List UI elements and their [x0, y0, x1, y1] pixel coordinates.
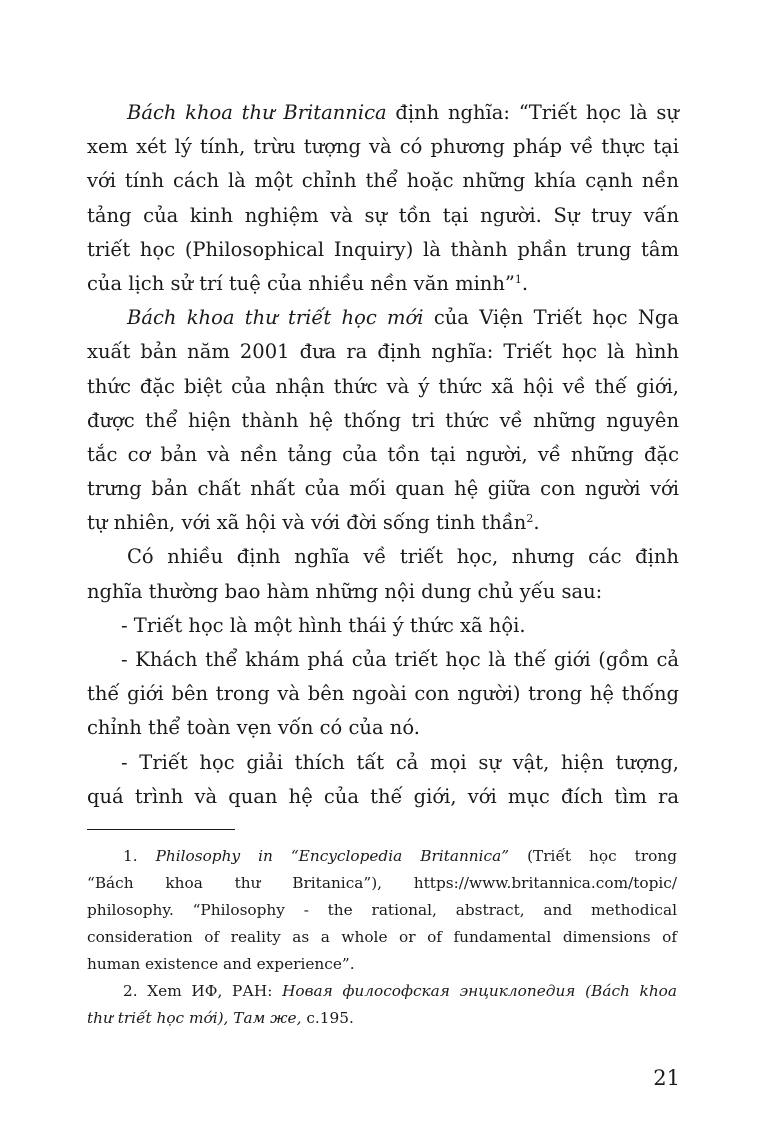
italic-text: Bách khoa thư triết học mới: [127, 306, 424, 330]
text-run: .: [521, 271, 529, 295]
text-run: “Bách khoa thư Britanica”), https://www.britannica.com/topic/: [87, 874, 677, 892]
footnote-line: [87, 924, 677, 951]
text-run: 2. Xem ИФ, РАН:: [123, 982, 283, 1000]
body-line: [87, 438, 679, 472]
text-run: triết học (Philosophical Inquiry) là thành phần trung tâm: [87, 237, 679, 261]
body-line: [87, 506, 679, 540]
text-run: - Triết học giải thích tất cả mọi sự vật, hiện tượng,: [121, 750, 679, 774]
body-line: [87, 609, 679, 643]
text-run: của lịch sử trí tuệ của nhiều nền văn minh”: [87, 271, 515, 295]
text-run: philosophy. “Philosophy - the rational, abstract, and methodical: [87, 901, 677, 919]
body-line: [87, 267, 679, 301]
text-run: Có nhiều định nghĩa về triết học, nhưng các định: [127, 545, 679, 569]
footnote-line: [87, 951, 677, 978]
italic-text: thư triết học mới), Там же,: [87, 1009, 302, 1027]
text-run: human existence and experience”.: [87, 955, 355, 973]
footnote-marker: 1: [514, 272, 522, 286]
body-line: [87, 746, 679, 780]
body-line: [87, 540, 679, 574]
body-line: [87, 199, 679, 233]
body-line: [87, 575, 679, 609]
text-run: - Triết học là một hình thái ý thức xã hội.: [121, 613, 526, 637]
page-number: 21: [653, 1066, 680, 1090]
text-run: với tính cách là một chỉnh thể hoặc những khía cạnh nền: [87, 169, 679, 193]
text-run: xuất bản năm 2001 đưa ra định nghĩa: Triết học là hình: [87, 340, 679, 364]
text-run: trưng bản chất nhất của mối quan hệ giữa con người với: [87, 477, 679, 501]
text-run: - Khách thể khám phá của triết học là thế giới (gồm cả: [121, 648, 679, 671]
italic-text: Bách khoa thư Britannica: [127, 101, 387, 124]
footnote-marker: 2: [526, 512, 534, 526]
text-run: 1.: [123, 847, 156, 865]
body-line: [87, 164, 679, 198]
italic-text: Philosophy in “Encyclopedia Britannica”: [155, 847, 510, 865]
footnote-line: [87, 978, 677, 1005]
body-line: [87, 711, 679, 745]
text-run: chỉnh thể toàn vẹn vốn có của nó.: [87, 716, 420, 740]
footnote-separator: [87, 829, 235, 830]
text-run: định nghĩa: “Triết học là sự: [386, 101, 679, 124]
footnote-line: [87, 843, 677, 870]
footnotes: [87, 843, 677, 1032]
body-line: [87, 301, 679, 335]
body-line: [87, 96, 679, 130]
text-run: xem xét lý tính, trừu tượng và có phương pháp về thực tại: [87, 135, 679, 159]
text-run: c.195.: [301, 1009, 354, 1027]
text-run: tắc cơ bản và nền tảng của tồn tại người, về những đặc: [87, 442, 679, 466]
body-line: [87, 370, 679, 404]
footnote-line: [87, 870, 677, 897]
text-run: consideration of reality as a whole or of fundamental dimensions of: [87, 928, 677, 946]
footnote-line: [87, 1005, 677, 1032]
body-line: [87, 335, 679, 369]
text-run: thức đặc biệt của nhận thức và ý thức xã hội về thế giới,: [87, 374, 679, 398]
text-run: thế giới bên trong và bên ngoài con người) trong hệ thống: [87, 682, 679, 706]
text-run: (Triết học trong: [509, 847, 677, 865]
text-run: tự nhiên, với xã hội và với đời sống tinh thần: [87, 511, 527, 535]
text-run: .: [533, 511, 540, 535]
italic-text: Новая философская энциклопедия (Bách khoa: [282, 982, 678, 1000]
body-line: [87, 677, 679, 711]
text-run: được thể hiện thành hệ thống tri thức về những nguyên: [87, 408, 679, 432]
body-text: [87, 96, 679, 814]
body-line: [87, 130, 679, 164]
body-line: [87, 643, 679, 677]
body-line: [87, 472, 679, 506]
body-line: [87, 404, 679, 438]
text-run: nghĩa thường bao hàm những nội dung chủ yếu sau:: [87, 579, 603, 603]
text-run: quá trình và quan hệ của thế giới, với mục đích tìm ra: [87, 784, 679, 808]
footnote-line: [87, 897, 677, 924]
body-line: [87, 233, 679, 267]
text-run: của Viện Triết học Nga: [423, 306, 679, 330]
text-run: tảng của kinh nghiệm và sự tồn tại người. Sự truy vấn: [87, 203, 679, 227]
body-line: [87, 780, 679, 814]
